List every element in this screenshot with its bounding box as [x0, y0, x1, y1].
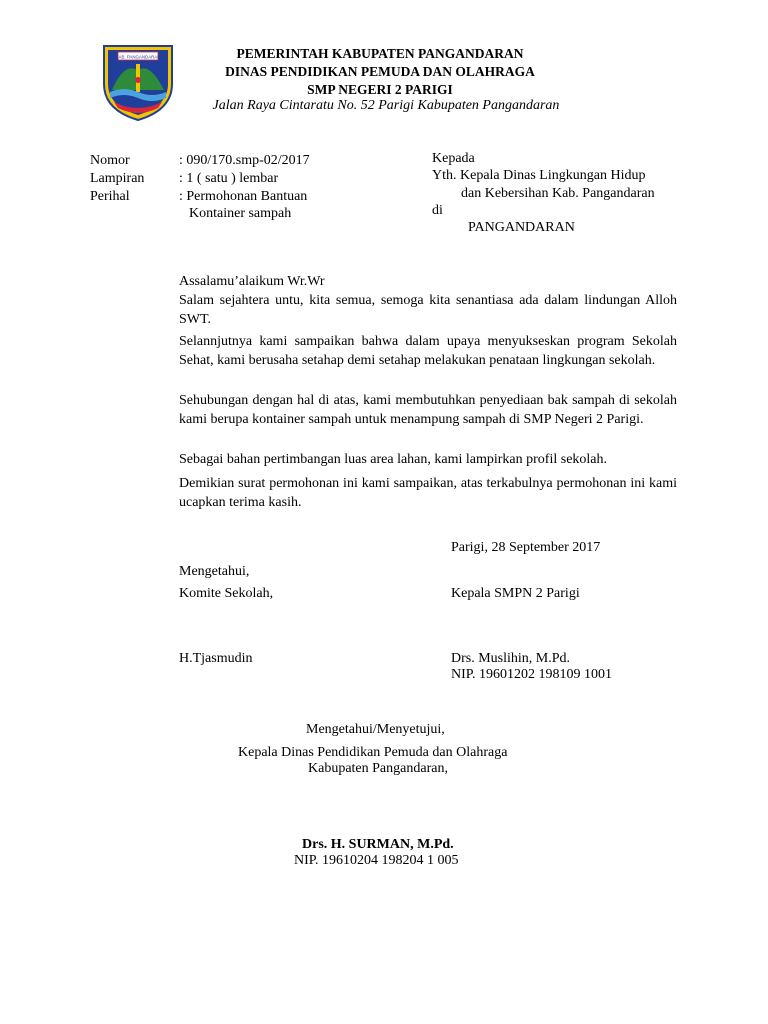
recipient-line1: Yth. Kepala Dinas Lingkungan Hidup	[432, 168, 646, 183]
dinas-head-nip: NIP. 19610204 198204 1 005	[294, 853, 459, 868]
letterhead-government: PEMERINTAH KABUPATEN PANGANDARAN	[236, 46, 524, 61]
paragraph-1: Salam sejahtera untu, kita semua, semoga kita senantiasa ada dalam lindungan Alloh SWT.	[179, 293, 677, 327]
recipient-place: PANGANDARAN	[468, 220, 575, 235]
paragraph-2: Selannjutnya kami sampaikan bahwa dalam upaya menyukseskan program Sekolah Sehat, kami berusaha setahap demi setahap melakukan penataan lingkungan sekolah.	[179, 334, 677, 368]
kepala-smpn-name: Drs. Muslihin, M.Pd.	[451, 651, 571, 666]
komite-title: Komite Sekolah,	[179, 586, 274, 601]
paragraph-4: Sebagai bahan pertimbangan luas area lahan, kami lampirkan profil sekolah.	[179, 452, 608, 467]
logo-banner-text: KAB. PANGANDARAN	[115, 54, 161, 60]
perihal-value-cont: Kontainer sampah	[189, 206, 292, 221]
nomor-label: Nomor	[90, 153, 130, 168]
paragraph-5: Demikian surat permohonan ini kami sampaikan, atas terkabulnya permohonan ini kami ucapkan terima kasih.	[179, 476, 677, 510]
perihal-value: : Permohonan Bantuan	[179, 189, 308, 204]
lampiran-value: : 1 ( satu ) lembar	[179, 171, 279, 186]
kepala-smpn-title: Kepala SMPN 2 Parigi	[451, 586, 580, 601]
lampiran-label: Lampiran	[90, 171, 145, 186]
komite-name: H.Tjasmudin	[179, 651, 253, 666]
paragraph-3: Sehubungan dengan hal di atas, kami membutuhkan penyediaan bak sampah di sekolah kami berupa kontainer sampah untuk menampung sampah di SMP Negeri 2 Parigi.	[179, 393, 677, 427]
dinas-head-name: Drs. H. SURMAN, M.Pd.	[302, 837, 454, 852]
recipient-kepada: Kepada	[432, 151, 475, 166]
dinas-title-2: Kabupaten Pangandaran,	[308, 761, 448, 776]
recipient-di: di	[432, 203, 443, 218]
regency-logo	[96, 40, 180, 124]
letterhead-address: Jalan Raya Cintaratu No. 52 Parigi Kabupaten Pangandaran	[212, 98, 560, 113]
greeting: Assalamu’alaikum Wr.Wr	[179, 274, 325, 289]
approve-label: Mengetahui/Menyetujui,	[306, 722, 445, 737]
recipient-line2: dan Kebersihan Kab. Pangandaran	[461, 186, 655, 201]
dinas-title-1: Kepala Dinas Pendidikan Pemuda dan Olahraga	[238, 745, 508, 760]
mengetahui-label: Mengetahui,	[179, 564, 250, 579]
nomor-value: : 090/170.smp-02/2017	[179, 153, 310, 168]
kepala-smpn-nip: NIP. 19601202 198109 1001	[451, 667, 613, 682]
letterhead-school: SMP NEGERI 2 PARIGI	[307, 82, 453, 97]
perihal-label: Perihal	[90, 189, 130, 204]
place-date: Parigi, 28 September 2017	[451, 540, 601, 555]
letterhead-department: DINAS PENDIDIKAN PEMUDA DAN OLAHRAGA	[225, 64, 535, 79]
